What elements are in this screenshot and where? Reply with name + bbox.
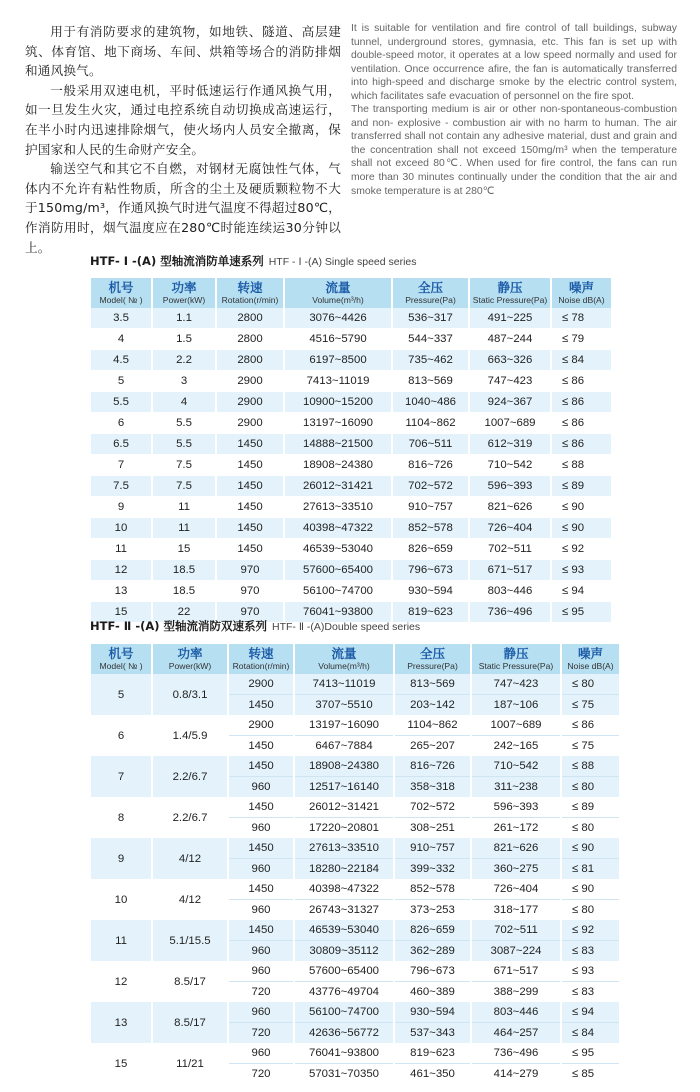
cell-volume: 14888~21500 — [285, 434, 391, 455]
cell-noise: ≤ 79 — [552, 329, 611, 350]
table-row — [91, 329, 611, 350]
double-speed-table — [89, 644, 621, 1084]
cell-pressure: 537~343 — [395, 1022, 470, 1043]
intro-cn-paragraph: 输送空气和其它不自燃，对钢材无腐蚀性气体，气体内不允许有粘性物质，所含的尘土及硬质颗粒物不大于150mg/m³，作通风换气时进气温度不得超过80℃，作消防用时，烟气温度应在280℃时能连续运30分钟以上。 — [25, 161, 341, 255]
cell-rotation: 960 — [229, 940, 293, 961]
table-row — [91, 392, 611, 413]
cell-power: 1.4/5.9 — [153, 715, 227, 756]
cell-power: 18.5 — [153, 560, 215, 581]
cell-static-pressure: 311~238 — [472, 776, 560, 797]
cell-rotation: 2900 — [217, 371, 283, 392]
table-row — [91, 308, 611, 329]
cell-volume: 30809~35112 — [295, 940, 393, 961]
cell-rotation: 2800 — [217, 308, 283, 329]
table-row — [91, 961, 619, 981]
cell-pressure: 826~659 — [395, 920, 470, 940]
cell-pressure: 852~578 — [395, 879, 470, 899]
cell-noise: ≤ 90 — [552, 497, 611, 518]
table-row — [91, 539, 611, 560]
cell-static-pressure: 261~172 — [472, 817, 560, 838]
table-row — [91, 350, 611, 371]
cell-static-pressure: 491~225 — [470, 308, 550, 329]
cell-pressure: 910~757 — [395, 838, 470, 858]
cell-static-pressure: 803~446 — [472, 1002, 560, 1022]
cell-rotation: 1450 — [217, 539, 283, 560]
header-noise: 噪声 Noise dB(A) — [562, 644, 619, 674]
intro-english-text — [351, 22, 677, 198]
cell-static-pressure: 187~106 — [472, 694, 560, 715]
cell-volume: 13197~16090 — [295, 715, 393, 735]
cell-static-pressure: 671~517 — [470, 560, 550, 581]
cell-pressure: 813~569 — [395, 674, 470, 694]
double-speed-title-cn: HTF- Ⅱ -(A) 型轴流消防双速系列 — [90, 619, 268, 633]
single-speed-title — [90, 252, 417, 270]
cell-volume: 42636~56772 — [295, 1022, 393, 1043]
cell-pressure: 796~673 — [393, 560, 468, 581]
cell-rotation: 2800 — [217, 350, 283, 371]
cell-pressure: 373~253 — [395, 899, 470, 920]
cell-power: 8.5/17 — [153, 1002, 227, 1043]
cell-rotation: 960 — [229, 899, 293, 920]
double-speed-header-row — [91, 644, 619, 674]
table-row — [91, 434, 611, 455]
cell-noise: ≤ 93 — [562, 961, 619, 981]
cell-noise: ≤ 78 — [552, 308, 611, 329]
cell-pressure: 816~726 — [393, 455, 468, 476]
cell-power: 4/12 — [153, 838, 227, 879]
table-row — [91, 1043, 619, 1063]
cell-noise: ≤ 89 — [562, 797, 619, 817]
double-speed-title — [90, 617, 420, 635]
cell-pressure: 1104~862 — [395, 715, 470, 735]
cell-rotation: 2900 — [217, 392, 283, 413]
header-rotation: 转速 Rotation(r/min) — [217, 278, 283, 308]
cell-rotation: 960 — [229, 817, 293, 838]
cell-model: 7.5 — [91, 476, 151, 497]
table-row — [91, 797, 619, 817]
cell-pressure: 536~317 — [393, 308, 468, 329]
cell-volume: 10900~15200 — [285, 392, 391, 413]
cell-power: 4/12 — [153, 879, 227, 920]
cell-pressure: 819~623 — [393, 602, 468, 623]
cell-pressure: 930~594 — [395, 1002, 470, 1022]
cell-volume: 6467~7884 — [295, 735, 393, 756]
cell-volume: 57600~65400 — [295, 961, 393, 981]
cell-power: 11 — [153, 518, 215, 539]
single-speed-table — [89, 278, 613, 623]
table-row — [91, 756, 619, 776]
cell-rotation: 960 — [229, 1002, 293, 1022]
cell-noise: ≤ 95 — [552, 602, 611, 623]
cell-noise: ≤ 86 — [552, 413, 611, 434]
cell-static-pressure: 747~423 — [472, 674, 560, 694]
header-volume: 流量 Volume(m³/h) — [295, 644, 393, 674]
cell-volume: 26743~31327 — [295, 899, 393, 920]
cell-noise: ≤ 83 — [562, 940, 619, 961]
cell-volume: 56100~74700 — [285, 581, 391, 602]
cell-volume: 56100~74700 — [295, 1002, 393, 1022]
cell-rotation: 2900 — [229, 674, 293, 694]
cell-power: 1.1 — [153, 308, 215, 329]
cell-volume: 43776~49704 — [295, 981, 393, 1002]
cell-static-pressure: 747~423 — [470, 371, 550, 392]
cell-power: 11/21 — [153, 1043, 227, 1084]
cell-pressure: 735~462 — [393, 350, 468, 371]
table-row — [91, 476, 611, 497]
header-volume: 流量 Volume(m³/h) — [285, 278, 391, 308]
double-speed-title-en: HTF- Ⅱ -(A)Double speed series — [272, 621, 421, 633]
cell-model: 11 — [91, 539, 151, 560]
cell-static-pressure: 821~626 — [472, 838, 560, 858]
cell-static-pressure: 3087~224 — [472, 940, 560, 961]
cell-noise: ≤ 88 — [552, 455, 611, 476]
cell-model: 15 — [91, 602, 151, 623]
cell-volume: 12517~16140 — [295, 776, 393, 797]
cell-pressure: 852~578 — [393, 518, 468, 539]
cell-rotation: 1450 — [217, 434, 283, 455]
cell-noise: ≤ 86 — [562, 715, 619, 735]
cell-volume: 76041~93800 — [285, 602, 391, 623]
cell-volume: 3076~4426 — [285, 308, 391, 329]
cell-rotation: 1450 — [217, 476, 283, 497]
cell-pressure: 1040~486 — [393, 392, 468, 413]
cell-noise: ≤ 80 — [562, 776, 619, 797]
cell-volume: 27613~33510 — [295, 838, 393, 858]
cell-static-pressure: 1007~689 — [470, 413, 550, 434]
cell-rotation: 960 — [229, 858, 293, 879]
cell-model: 6.5 — [91, 434, 151, 455]
cell-volume: 76041~93800 — [295, 1043, 393, 1063]
table-row — [91, 497, 611, 518]
cell-power: 3 — [153, 371, 215, 392]
cell-volume: 7413~11019 — [285, 371, 391, 392]
cell-rotation: 970 — [217, 560, 283, 581]
intro-cn-paragraph: 用于有消防要求的建筑物，如地铁、隧道、高层建筑、体育馆、地下商场、车间、烘箱等场合的消防排烟和通风换气。 — [25, 24, 341, 79]
cell-model: 13 — [91, 581, 151, 602]
cell-volume: 57600~65400 — [285, 560, 391, 581]
cell-pressure: 1104~862 — [393, 413, 468, 434]
cell-static-pressure: 736~496 — [470, 602, 550, 623]
table-row — [91, 560, 611, 581]
cell-noise: ≤ 75 — [562, 735, 619, 756]
table-row — [91, 879, 619, 899]
cell-volume: 13197~16090 — [285, 413, 391, 434]
cell-pressure: 544~337 — [393, 329, 468, 350]
cell-power: 4 — [153, 392, 215, 413]
single-speed-title-en: HTF - Ⅰ -(A) Single speed series — [268, 256, 417, 268]
cell-pressure: 460~389 — [395, 981, 470, 1002]
cell-model: 4.5 — [91, 350, 151, 371]
cell-power: 5.5 — [153, 413, 215, 434]
single-speed-header-row — [91, 278, 611, 308]
cell-pressure: 702~572 — [393, 476, 468, 497]
single-speed-title-cn: HTF- Ⅰ -(A) 型轴流消防单速系列 — [90, 254, 264, 268]
header-noise: 噪声 Noise dB(A) — [552, 278, 611, 308]
header-static-pressure: 静压 Static Pressure(Pa) — [472, 644, 560, 674]
cell-model: 7 — [91, 455, 151, 476]
table-row — [91, 715, 619, 735]
header-power: 功率 Power(kW) — [153, 644, 227, 674]
cell-static-pressure: 671~517 — [472, 961, 560, 981]
cell-volume: 18280~22184 — [295, 858, 393, 879]
cell-static-pressure: 821~626 — [470, 497, 550, 518]
cell-noise: ≤ 80 — [562, 674, 619, 694]
cell-static-pressure: 702~511 — [470, 539, 550, 560]
cell-model: 3.5 — [91, 308, 151, 329]
cell-volume: 27613~33510 — [285, 497, 391, 518]
cell-static-pressure: 242~165 — [472, 735, 560, 756]
cell-volume: 6197~8500 — [285, 350, 391, 371]
cell-pressure: 461~350 — [395, 1063, 470, 1084]
intro-chinese-text — [25, 22, 341, 257]
cell-model: 12 — [91, 961, 151, 1002]
cell-static-pressure: 1007~689 — [472, 715, 560, 735]
table-row — [91, 581, 611, 602]
cell-power: 2.2/6.7 — [153, 797, 227, 838]
cell-volume: 40398~47322 — [285, 518, 391, 539]
cell-model: 12 — [91, 560, 151, 581]
cell-rotation: 2800 — [217, 329, 283, 350]
cell-power: 11 — [153, 497, 215, 518]
cell-power: 1.5 — [153, 329, 215, 350]
header-model: 机号 Model( № ) — [91, 278, 151, 308]
cell-rotation: 960 — [229, 961, 293, 981]
cell-noise: ≤ 80 — [562, 817, 619, 838]
cell-rotation: 1450 — [229, 879, 293, 899]
cell-model: 6 — [91, 413, 151, 434]
cell-rotation: 970 — [217, 581, 283, 602]
cell-noise: ≤ 95 — [562, 1043, 619, 1063]
cell-noise: ≤ 92 — [562, 920, 619, 940]
cell-pressure: 399~332 — [395, 858, 470, 879]
cell-model: 8 — [91, 797, 151, 838]
cell-model: 15 — [91, 1043, 151, 1084]
cell-rotation: 970 — [217, 602, 283, 623]
cell-noise: ≤ 75 — [562, 694, 619, 715]
cell-static-pressure: 710~542 — [470, 455, 550, 476]
cell-static-pressure: 464~257 — [472, 1022, 560, 1043]
cell-rotation: 1450 — [229, 694, 293, 715]
cell-noise: ≤ 84 — [552, 350, 611, 371]
cell-volume: 17220~20801 — [295, 817, 393, 838]
cell-rotation: 1450 — [229, 797, 293, 817]
cell-rotation: 1450 — [217, 497, 283, 518]
cell-noise: ≤ 80 — [562, 899, 619, 920]
cell-power: 7.5 — [153, 476, 215, 497]
cell-power: 5.5 — [153, 434, 215, 455]
intro-cn-paragraph: 一般采用双速电机，平时低速运行作通风换气用，如一旦发生火灾，通过电控系统自动切换成高速运行，在半小时内迅速排除烟气，使火场内人员安全撤离，保护国家和人民的生命财产安全。 — [25, 82, 341, 157]
cell-rotation: 1450 — [229, 735, 293, 756]
header-pressure: 全压 Pressure(Pa) — [393, 278, 468, 308]
cell-noise: ≤ 83 — [562, 981, 619, 1002]
cell-pressure: 706~511 — [393, 434, 468, 455]
intro-en-paragraph: It is suitable for ventilation and fire control of tall buildings, subway tunnel, underground stores, gymnasia, etc. This fan is set up with double-speed motor, it operates at a low speed normally and used for ventilation. Once occurrence afire, the fan is automatically transferred into high-speed and discharge smoke by the electric control system, which facilitates safe evacuation of personnel on the fire spot. — [351, 23, 677, 102]
table-row — [91, 674, 619, 694]
cell-static-pressure: 388~299 — [472, 981, 560, 1002]
cell-static-pressure: 663~326 — [470, 350, 550, 371]
cell-power: 18.5 — [153, 581, 215, 602]
intro-section — [25, 22, 677, 255]
cell-noise: ≤ 90 — [552, 518, 611, 539]
cell-noise: ≤ 86 — [552, 392, 611, 413]
cell-static-pressure: 318~177 — [472, 899, 560, 920]
cell-power: 0.8/3.1 — [153, 674, 227, 715]
cell-noise: ≤ 92 — [552, 539, 611, 560]
table-row — [91, 1002, 619, 1022]
cell-volume: 4516~5790 — [285, 329, 391, 350]
cell-noise: ≤ 94 — [552, 581, 611, 602]
table-row — [91, 518, 611, 539]
cell-volume: 3707~5510 — [295, 694, 393, 715]
cell-noise: ≤ 90 — [562, 838, 619, 858]
cell-power: 2.2 — [153, 350, 215, 371]
intro-en-paragraph: The transporting medium is air or other non-spontaneous-combustion and non- explosive - combustion air with no harm to human. The air transferred shall not contain any adhesive material, dust and grain and the concentration shall not exceed 150mg/m³ when the temperature shall not exceed 80℃. When used for fire control, the fans can run more than 30 minutes continually under the condition that the air and smoke temperature is at 280℃ — [351, 104, 677, 197]
cell-volume: 7413~11019 — [295, 674, 393, 694]
cell-pressure: 796~673 — [395, 961, 470, 981]
cell-model: 6 — [91, 715, 151, 756]
cell-noise: ≤ 81 — [562, 858, 619, 879]
cell-pressure: 819~623 — [395, 1043, 470, 1063]
cell-model: 10 — [91, 518, 151, 539]
cell-rotation: 1450 — [229, 838, 293, 858]
cell-model: 11 — [91, 920, 151, 961]
cell-noise: ≤ 94 — [562, 1002, 619, 1022]
cell-rotation: 960 — [229, 776, 293, 797]
header-pressure: 全压 Pressure(Pa) — [395, 644, 470, 674]
cell-rotation: 720 — [229, 1063, 293, 1084]
cell-rotation: 720 — [229, 1022, 293, 1043]
cell-noise: ≤ 88 — [562, 756, 619, 776]
cell-pressure: 308~251 — [395, 817, 470, 838]
cell-rotation: 960 — [229, 1043, 293, 1063]
cell-power: 8.5/17 — [153, 961, 227, 1002]
cell-noise: ≤ 93 — [552, 560, 611, 581]
cell-static-pressure: 487~244 — [470, 329, 550, 350]
cell-static-pressure: 702~511 — [472, 920, 560, 940]
cell-power: 22 — [153, 602, 215, 623]
cell-noise: ≤ 86 — [552, 371, 611, 392]
table-row — [91, 455, 611, 476]
cell-noise: ≤ 86 — [552, 434, 611, 455]
cell-rotation: 1450 — [217, 455, 283, 476]
cell-power: 7.5 — [153, 455, 215, 476]
cell-model: 9 — [91, 838, 151, 879]
header-static-pressure: 静压 Static Pressure(Pa) — [470, 278, 550, 308]
table-row — [91, 371, 611, 392]
cell-volume: 57031~70350 — [295, 1063, 393, 1084]
cell-model: 7 — [91, 756, 151, 797]
cell-static-pressure: 710~542 — [472, 756, 560, 776]
cell-model: 5.5 — [91, 392, 151, 413]
cell-volume: 46539~53040 — [285, 539, 391, 560]
cell-static-pressure: 924~367 — [470, 392, 550, 413]
cell-power: 15 — [153, 539, 215, 560]
cell-pressure: 362~289 — [395, 940, 470, 961]
cell-static-pressure: 596~393 — [470, 476, 550, 497]
table-row — [91, 920, 619, 940]
cell-static-pressure: 360~275 — [472, 858, 560, 879]
header-model: 机号 Model( № ) — [91, 644, 151, 674]
cell-rotation: 1450 — [229, 920, 293, 940]
cell-model: 13 — [91, 1002, 151, 1043]
cell-model: 10 — [91, 879, 151, 920]
cell-model: 5 — [91, 674, 151, 715]
cell-static-pressure: 414~279 — [472, 1063, 560, 1084]
cell-static-pressure: 736~496 — [472, 1043, 560, 1063]
cell-noise: ≤ 84 — [562, 1022, 619, 1043]
cell-volume: 40398~47322 — [295, 879, 393, 899]
cell-pressure: 702~572 — [395, 797, 470, 817]
cell-volume: 18908~24380 — [295, 756, 393, 776]
cell-power: 2.2/6.7 — [153, 756, 227, 797]
cell-rotation: 1450 — [217, 518, 283, 539]
cell-volume: 46539~53040 — [295, 920, 393, 940]
cell-volume: 18908~24380 — [285, 455, 391, 476]
cell-static-pressure: 803~446 — [470, 581, 550, 602]
cell-pressure: 910~757 — [393, 497, 468, 518]
table-row — [91, 413, 611, 434]
cell-pressure: 826~659 — [393, 539, 468, 560]
cell-rotation: 2900 — [217, 413, 283, 434]
cell-noise: ≤ 90 — [562, 879, 619, 899]
cell-rotation: 2900 — [229, 715, 293, 735]
cell-power: 5.1/15.5 — [153, 920, 227, 961]
cell-pressure: 930~594 — [393, 581, 468, 602]
cell-rotation: 1450 — [229, 756, 293, 776]
cell-static-pressure: 596~393 — [472, 797, 560, 817]
cell-pressure: 358~318 — [395, 776, 470, 797]
header-power: 功率 Power(kW) — [153, 278, 215, 308]
cell-model: 5 — [91, 371, 151, 392]
cell-pressure: 265~207 — [395, 735, 470, 756]
cell-static-pressure: 726~404 — [470, 518, 550, 539]
cell-volume: 26012~31421 — [295, 797, 393, 817]
cell-model: 4 — [91, 329, 151, 350]
header-rotation: 转速 Rotation(r/min) — [229, 644, 293, 674]
table-row — [91, 838, 619, 858]
cell-rotation: 720 — [229, 981, 293, 1002]
cell-static-pressure: 612~319 — [470, 434, 550, 455]
cell-pressure: 203~142 — [395, 694, 470, 715]
cell-noise: ≤ 85 — [562, 1063, 619, 1084]
cell-volume: 26012~31421 — [285, 476, 391, 497]
cell-noise: ≤ 89 — [552, 476, 611, 497]
cell-static-pressure: 726~404 — [472, 879, 560, 899]
cell-model: 9 — [91, 497, 151, 518]
cell-pressure: 816~726 — [395, 756, 470, 776]
cell-pressure: 813~569 — [393, 371, 468, 392]
